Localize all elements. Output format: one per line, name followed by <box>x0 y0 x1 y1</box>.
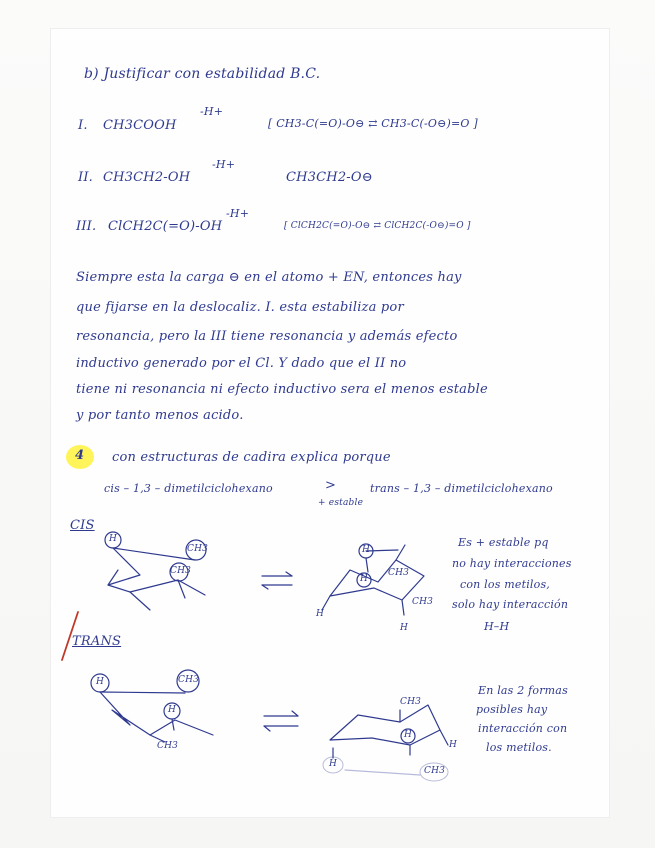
comparison-note: + estable <box>318 498 364 508</box>
trans-right-h-right: H <box>449 740 458 750</box>
trans-note-line-4: los metilos. <box>486 741 552 754</box>
cis-label: CIS <box>70 518 95 533</box>
reaction-1-reactant: CH3COOH <box>103 118 177 133</box>
cis-equilibrium-arrow <box>262 572 292 589</box>
reaction-3-reagent: -H+ <box>226 207 250 220</box>
reaction-3-reactant: ClCH2C(=O)-OH <box>108 219 223 234</box>
cis-right-chair <box>322 544 424 615</box>
question-prompt: con estructuras de cadira explica porque <box>112 450 391 465</box>
comparison-left: cis – 1,3 – dimetilciclohexano <box>104 482 273 495</box>
explanation-line-4: inductivo generado por el Cl. Y dado que el II no <box>76 356 407 371</box>
cis-right-h-left: H <box>316 609 325 619</box>
reaction-2-reactant: CH3CH2-OH <box>103 170 191 185</box>
trans-left-ch3-bottom: CH3 <box>157 741 179 751</box>
cis-right-h-mid: H <box>360 574 369 584</box>
trans-equilibrium-arrow <box>264 711 298 731</box>
reaction-3-products: [ ClCH2C(=O)-O⊖ ⇄ ClCH2C(-O⊖)=O ] <box>284 221 471 231</box>
cis-right-h-top: H <box>362 545 371 555</box>
cis-left-ch3-top: CH3 <box>187 544 209 554</box>
trans-label: TRANS <box>72 634 122 649</box>
cis-right-ch3-right: CH3 <box>412 597 434 607</box>
trans-note-line-3: interacción con <box>478 722 568 735</box>
explanation-line-2: que fijarse en la deslocaliz. I. esta estabiliza por <box>76 300 404 315</box>
question-number: 4 <box>75 448 85 463</box>
reaction-1-number: I. <box>78 118 88 133</box>
explanation-line-5: tiene ni resonancia ni efecto inductivo sera el menos estable <box>76 382 488 397</box>
cis-note-line-5: H–H <box>484 620 510 633</box>
trans-note-line-1: En las 2 formas <box>478 684 568 697</box>
explanation-line-1: Siempre esta la carga ⊖ en el atomo + EN, entonces hay <box>76 270 462 285</box>
cis-right-ch3-top: CH3 <box>388 568 410 578</box>
part-b-heading: b) Justificar con estabilidad B.C. <box>84 66 321 82</box>
explanation-line-6: y por tanto menos acido. <box>76 408 244 423</box>
trans-left-h: H <box>96 677 105 687</box>
cis-note-line-3: con los metilos, <box>460 578 551 591</box>
cis-left-h: H <box>109 534 118 544</box>
trans-right-h-left: H <box>329 759 338 769</box>
trans-right-ch3-top: CH3 <box>400 697 422 707</box>
cis-note-line-4: solo hay interacción <box>452 598 569 611</box>
trans-note-line-2: posibles hay <box>476 703 548 716</box>
reaction-1-products: [ CH3-C(=O)-O⊖ ⇄ CH3-C(-O⊖)=O ] <box>268 117 478 130</box>
reaction-2-products: CH3CH2-O⊖ <box>286 170 373 185</box>
cis-right-h-bottom: H <box>400 623 409 633</box>
cis-left-ch3-mid: CH3 <box>170 566 192 576</box>
cis-note-line-2: no hay interacciones <box>452 557 572 570</box>
trans-left-ch3-top: CH3 <box>178 675 200 685</box>
reaction-3-number: III. <box>76 219 97 234</box>
explanation-line-3: resonancia, pero la III tiene resonancia y además efecto <box>76 329 458 344</box>
trans-right-h-mid: H <box>404 730 413 740</box>
cis-note-line-1: Es + estable pq <box>458 536 549 549</box>
comparison-symbol: > <box>325 478 337 493</box>
trans-left-h-mid: H <box>168 705 177 715</box>
trans-right-ch3-bottom: CH3 <box>424 766 446 776</box>
reaction-2-number: II. <box>78 170 94 185</box>
reaction-1-reagent: -H+ <box>200 105 224 118</box>
comparison-right: trans – 1,3 – dimetilciclohexano <box>370 482 553 495</box>
reaction-2-reagent: -H+ <box>212 158 236 171</box>
